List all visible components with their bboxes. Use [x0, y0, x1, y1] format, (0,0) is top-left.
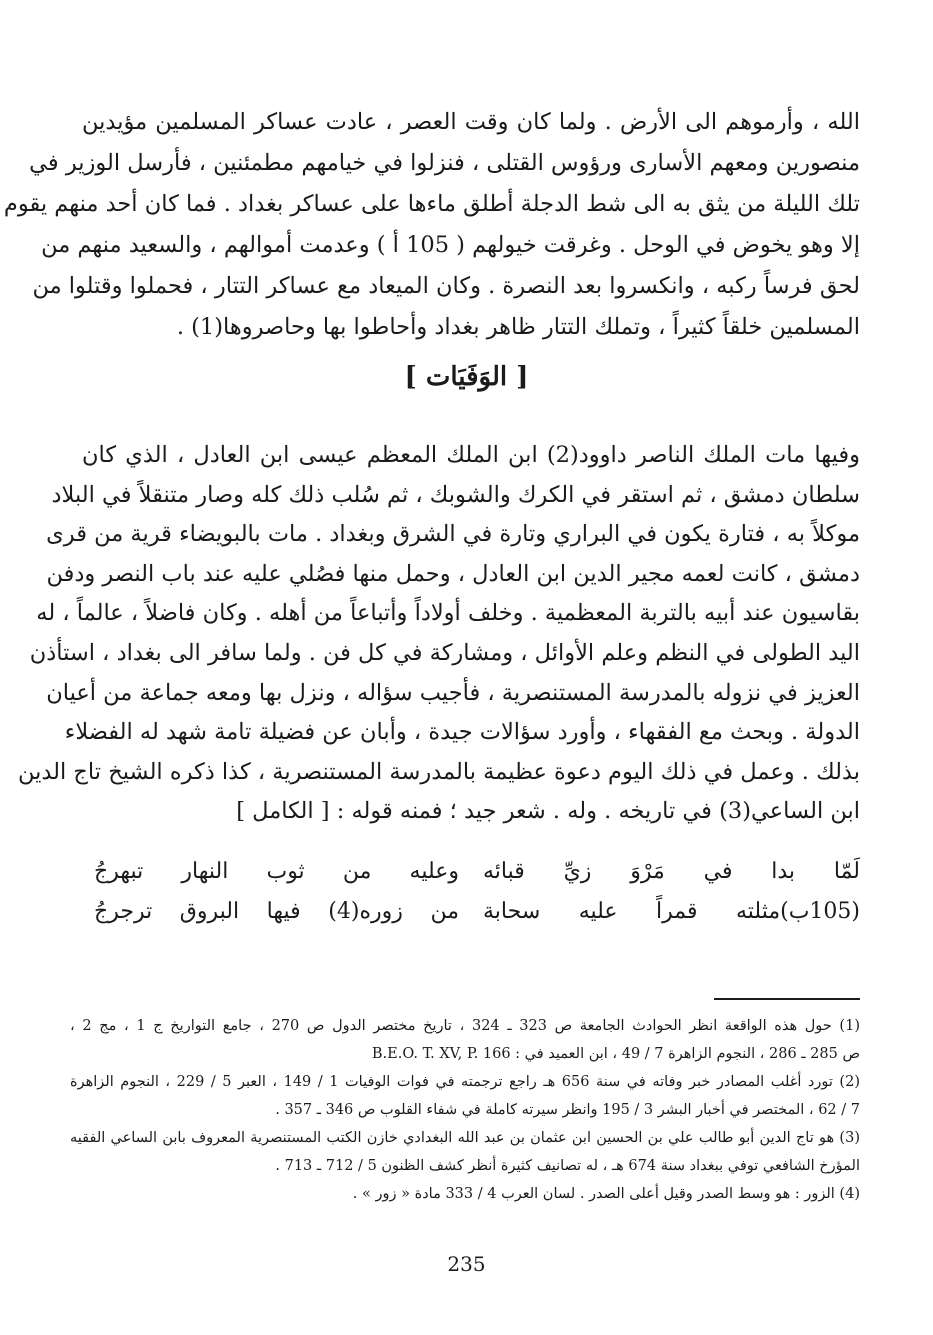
text-line: إلا وهو يخوض في الوحل . وغرقت خيولهم ( 105 أ ) وعدمت أموالهم ، والسعيد منهم من: [41, 232, 860, 258]
text-line: بذلك . وعمل في ذلك اليوم دعوة عظيمة بالمدرسة المستنصرية ، كذا ذكره الشيخ تاج الدين: [17, 758, 860, 785]
footnote-line: المؤرخ الشافعي توفي ببغداد سنة 674 هـ ، له تصانيف كثيرة أنظر كشف الظنون 5 / 712 ـ 713 .: [275, 1158, 860, 1174]
text-line: العزيز في نزوله بالمدرسة المستنصرية ، فأجيب سؤاله ، ونزل بها ومعه جماعة من أعيان: [46, 679, 860, 706]
text-line: الله ، وأرموهم الى الأرض . ولما كان وقت العصر ، عادت عساكر المسلمين مؤيدين: [82, 109, 860, 135]
footnote-separator: [714, 998, 860, 1000]
verse-first-hemistich: لَمّا بدا في مَرْوَ زيِّ قبائه: [483, 859, 860, 884]
footnote-line: (4) الزور : هو وسط الصدر وقيل أعلى الصدر . لسان العرب 4 / 333 مادة « زور » .: [352, 1186, 860, 1202]
text-line: سلطان دمشق ، ثم استقر في الكرك والشوبك ، ثم سُلب ذلك كله وصار متنقلاً في البلاد: [51, 481, 860, 508]
verse-line: [82, 892, 860, 932]
footnote-line: (3) هو تاج الدين أبو طالب علي بن الحسين ابن عثمان بن عبد الله البغدادي خازن الكتب المستنصرية المعروف بابن الساعي الفقيه: [70, 1130, 860, 1146]
paragraph-battle: [3, 102, 860, 348]
text-line: لحق فرساً ركبه ، وانكسروا بعد النصرة . وكان الميعاد مع عساكر التتار ، فحملوا وقتلوا من: [32, 273, 860, 299]
footnote-line: (1) حول هذه الواقعة انظر الحوادث الجامعة ص 323 ـ 324 ، تاريخ مختصر الدول ص 270 ، جامع التواريخ ج 1 ، مج 2 ،: [70, 1018, 860, 1034]
text-line: المسلمين خلقاً كثيراً ، وتملك التتار ظاهر بغداد وأحاطوا بها وحاصروها(1) .: [176, 314, 860, 340]
text-line: وفيها مات الملك الناصر داوود(2) ابن الملك المعظم عيسى ابن العادل ، الذي كان: [82, 442, 860, 468]
page-number: 235: [447, 1252, 486, 1276]
verse-first-hemistich: (105ب)مثلته قمراً عليه سحابة: [483, 899, 860, 924]
paragraph-obituary: [17, 436, 860, 832]
verse-line: [82, 852, 860, 892]
poem-verses: [82, 852, 860, 932]
footnotes: [70, 1012, 860, 1208]
text-line: تلك الليلة من يثق به الى شط الدجلة أطلق ماءها على عساكر بغداد . فما كان أحد منهم يقوم: [3, 191, 860, 217]
verse-second-hemistich: وعليه من ثوب النهار تبهرجُ: [94, 859, 459, 884]
footnote-line: ص 285 ـ 286 ، النجوم الزاهرة 7 / 49 ، ابن العميد في : B.E.O. T. XV, P. 166: [371, 1046, 860, 1062]
text-line: موكلاً به ، فتارة يكون في البراري وتارة في الشرق وبغداد . مات بالبويضاء قرية من قرى: [46, 521, 860, 548]
text-line: ابن الساعي(3) في تاريخه . وله . شعر جيد ؛ فمنه قوله : [ الكامل ]: [236, 798, 860, 825]
text-line: دمشق ، كانت لعمه مجير الدين ابن العادل ، وحمل منها فصُلي عليه عند باب النصر ودفن: [46, 560, 860, 587]
text-line: بقاسيون عند أبيه بالتربة المعظمية . وخلف أولاداً وأتباعاً من أهله . وكان فاضلاً ، عالماً ، له: [36, 600, 860, 627]
text-line: الدولة . وبحث مع الفقهاء ، وأورد سؤالات جيدة ، وأبان عن فضيلة تامة شهد له الفضلاء: [64, 719, 860, 746]
footnote-line: 7 / 62 ، المختصر في أخبار البشر 3 / 195 وانظر سيرته كاملة في شفاء القلوب ص 346 ـ 357 .: [275, 1102, 860, 1118]
text-line: اليد الطولى في النظم وعلم الأوائل ، ومشاركة في كل فن . ولما سافر الى بغداد ، استأذن: [29, 639, 860, 666]
verse-second-hemistich: من زوره(4) فيها البروق ترجرجُ: [94, 899, 459, 924]
text-line: منصورين ومعهم الأسارى ورؤوس القتلى ، فنزلوا في خيامهم مطمئنين ، فأرسل الوزير في: [29, 150, 860, 176]
footnote-line: (2) تورد أغلب المصادر خبر وفاته في سنة 656 هـ راجع ترجمته في فوات الوفيات 1 / 149 ، العبر 5 / 229 ، النجوم الزاهرة: [70, 1074, 860, 1090]
section-heading-deaths: [ الوَفَيَات ]: [404, 362, 529, 392]
